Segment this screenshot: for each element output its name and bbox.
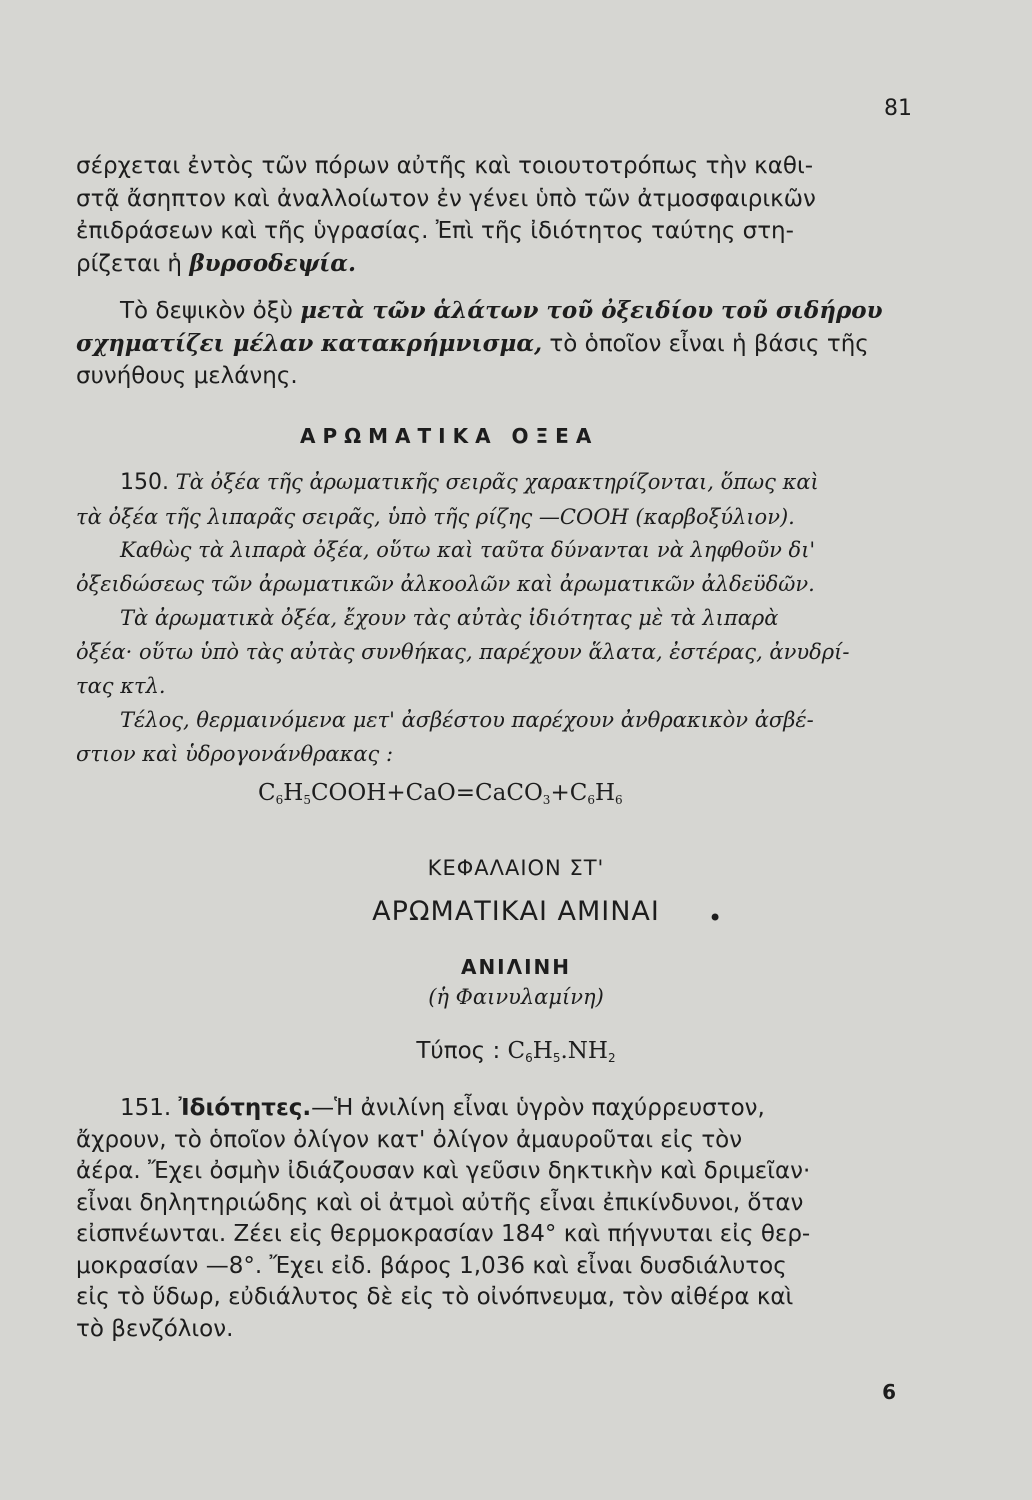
chapter-dot: • <box>708 904 723 932</box>
text-line <box>76 328 906 361</box>
text-line: σέρχεται ἐντὸς τῶν πόρων αὐτῆς καὶ τοιουτοτρόπως τὴν καθι- <box>76 153 814 179</box>
chemical-equation <box>258 780 623 807</box>
section-number: 151. <box>120 1095 179 1121</box>
text-line: στιον καὶ ὑδρογονάνθρακας : <box>76 742 394 766</box>
text-line: τὰ ὀξέα τῆς λιπαρᾶς σειρᾶς, ὑπὸ τῆς ρίζης —COOH (καρβοξύλιον). <box>76 505 795 529</box>
chapter-title: ΑΡΩΜΑΤΙΚΑΙ ΑΜΙΝΑΙ <box>372 896 660 927</box>
section-150-properties <box>76 601 906 703</box>
text-span: ρίζεται ἡ <box>76 250 190 277</box>
section-title: Ἰδιότητες. <box>178 1095 312 1121</box>
formula-part: .NH <box>560 1038 608 1064</box>
text-line <box>76 295 906 328</box>
formula-part: C <box>258 780 276 806</box>
emphasis-term: σχηματίζει μέλαν κατακρήμνισμα, <box>76 329 543 357</box>
formula-part: H <box>283 780 304 806</box>
subscript: 6 <box>275 793 284 807</box>
emphasis-term: βυρσοδεψία. <box>189 249 356 277</box>
text-line: εἰς τὸ ὕδωρ, εὐδιάλυτος δὲ εἰς τὸ οἰνόπνευμα, τὸν αἰθέρα καὶ <box>76 1284 794 1310</box>
text-line <box>76 248 906 281</box>
subscript: 6 <box>615 793 623 807</box>
text-line: τὸ βενζόλιον. <box>76 1315 234 1342</box>
subscript: 6 <box>525 1051 533 1065</box>
section-150-oxidation <box>76 533 906 601</box>
section-150-intro <box>76 465 906 534</box>
text-line: εἶναι δηλητηριώδης καὶ οἱ ἀτμοὶ αὐτῆς εἶναι ἐπικίνδυνοι, ὅταν <box>76 1189 804 1216</box>
text-line: ὀξειδώσεως τῶν ἀρωματικῶν ἀλκοολῶν καὶ ἀρωματικῶν ἀλδεϋδῶν. <box>76 572 815 596</box>
text-span: τὸ ὁποῖον εἶναι ἡ βάσις τῆς <box>542 330 869 357</box>
emphasis-term: μετὰ τῶν ἁλάτων τοῦ ὀξειδίου τοῦ σιδήρου <box>300 297 883 324</box>
subscript: 6 <box>587 793 595 807</box>
paragraph-tannic-acid <box>76 295 906 393</box>
section-number: 150. <box>120 470 169 495</box>
formula-part: COOH+CaO=CaCO <box>310 780 543 806</box>
formula-part: H <box>532 1038 553 1064</box>
text-line: μοκρασίαν —8°. Ἔχει εἰδ. βάρος 1,036 καὶ εἶναι δυσδιάλυτος <box>76 1252 787 1279</box>
section-151 <box>76 1093 906 1345</box>
text-line <box>76 465 906 500</box>
aniline-formula <box>0 1038 1032 1065</box>
formula-label: Τύπος : <box>416 1038 508 1064</box>
section-heading-aromatic-acids: ΑΡΩΜΑΤΙΚΑ ΟΞΕΑ <box>300 424 599 448</box>
text-line: ὀξέα· οὕτω ὑπὸ τὰς αὐτὰς συνθήκας, παρέχουν ἅλατα, ἐστέρας, ἀνυδρί- <box>76 640 850 664</box>
subscript: 5 <box>303 793 311 807</box>
text-line <box>76 1093 906 1125</box>
text-line: Καθὼς τὰ λιπαρὰ ὀξέα, οὕτω καὶ ταῦτα δύνανται νὰ ληφθοῦν δι' <box>120 538 816 562</box>
text-span: Τὸ δεψικὸν ὀξὺ <box>120 298 301 324</box>
text-span: Τὰ ὀξέα τῆς ἀρωματικῆς σειρᾶς χαρακτηρίζονται, ὅπως καὶ <box>168 470 819 494</box>
formula-part: H <box>594 780 616 806</box>
signature-mark: 6 <box>882 1380 896 1404</box>
text-line: ἄχρουν, τὸ ὁποῖον ὀλίγον κατ' ὀλίγον ἀμαυροῦται εἰς τὸν <box>76 1126 743 1153</box>
formula-part: C <box>507 1038 526 1064</box>
subscript: 3 <box>542 793 551 807</box>
text-line: ἀέρα. Ἔχει ὀσμὴν ἰδιάζουσαν καὶ γεῦσιν δηκτικὴν καὶ δριμεῖαν· <box>76 1158 811 1184</box>
text-line: Τέλος, θερμαινόμενα μετ' ἀσβέστου παρέχουν ἀνθρακικὸν ἀσβέ- <box>120 708 814 732</box>
text-line: στᾷ ἄσηπτον καὶ ἀναλλοίωτον ἐν γένει ὑπὸ τῶν ἀτμοσφαιρικῶν <box>76 185 816 212</box>
text-line: συνήθους μελάνης. <box>76 363 298 389</box>
paragraph-tanning <box>76 150 906 280</box>
section-150-heating <box>76 703 906 771</box>
text-span: —Ἡ ἀνιλίνη εἶναι ὑγρὸν παχύρρευστον, <box>311 1095 765 1121</box>
text-line: ἐπιδράσεων καὶ τῆς ὑγρασίας. Ἐπὶ τῆς ἰδιότητος ταύτης στη- <box>76 218 794 244</box>
subscript: 5 <box>552 1051 561 1065</box>
page-number: 81 <box>884 96 912 121</box>
formula-part: +C <box>550 780 588 806</box>
text-line: Τὰ ἀρωματικὰ ὀξέα, ἔχουν τὰς αὐτὰς ἰδιότητας μὲ τὰ λιπαρὰ <box>120 606 779 630</box>
aniline-subtitle: (ἡ Φαινυλαμίνη) <box>428 985 604 1009</box>
chapter-label: ΚΕΦΑΛΑΙΟΝ ΣΤ' <box>427 856 605 880</box>
aniline-heading: ΑΝΙΛΙΝΗ <box>460 955 572 979</box>
text-line: εἰσπνέωνται. Ζέει εἰς θερμοκρασίαν 184° καὶ πήγνυται εἰς θερ- <box>76 1221 811 1247</box>
subscript: 2 <box>607 1051 616 1065</box>
text-line: τας κτλ. <box>76 674 166 698</box>
